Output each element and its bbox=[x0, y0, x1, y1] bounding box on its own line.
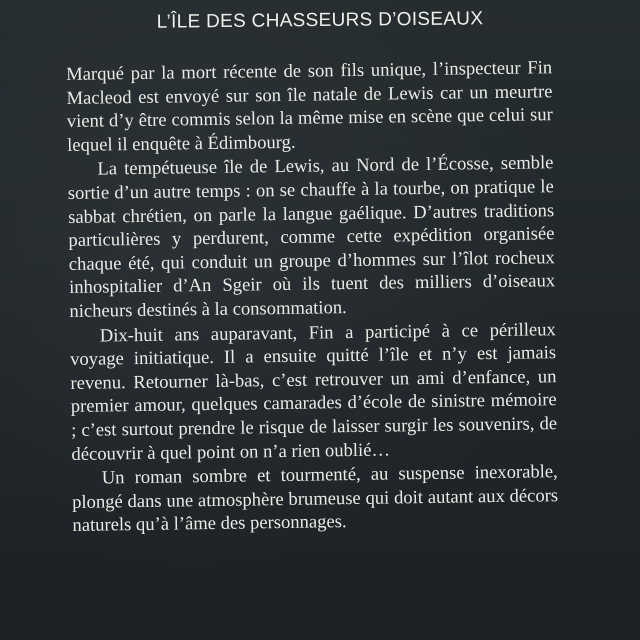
book-title: L’ÎLE DES CHASSEURS D’OISEAUX bbox=[156, 8, 484, 33]
synopsis-paragraph-2: La tempétueuse île de Lewis, au Nord de l’Écosse, semble sortie d’un autre temps : on se chauffe à la tourbe, on pratique le sabbat chrétien, on parle la langue gaélique. D’autres traditions particulières y perdurent, comme cette expédition organisée chaque été, qui conduit un groupe d’hommes sur l’îlot rocheux inhospitalier d’An Sgeir où ils tuent des milliers d’oiseaux nicheurs destinés à la consommation. bbox=[67, 152, 556, 322]
synopsis-paragraph-3: Dix-huit ans auparavant, Fin a participé à ce périlleux voyage initiatique. Il a ensuite quitté l’île et n’y est jamais revenu. Retourner là-bas, c’est retrouver un ami d’enfance, un premier amour, quelques camarades d’école de sinistre mémoire ; c’est surtout prendre le risque de laisser surgir les souvenirs, de découvrir à quel point on n’a rien oublié… bbox=[69, 318, 558, 465]
synopsis bbox=[66, 56, 559, 539]
synopsis-paragraph-4: Un roman sombre et tourmenté, au suspense inexorable, plongé dans une atmosphère brumeuse qui doit autant aux décors naturels qu’à l’âme des personnages. bbox=[71, 461, 559, 537]
synopsis-paragraph-1: Marqué par la mort récente de son fils unique, l’inspecteur Fin Macleod est envoyé sur son île natale de Lewis car un meurtre vient d’y être commis selon la même mise en scène que celui sur lequel il enquête à Édimbourg. bbox=[66, 57, 553, 156]
